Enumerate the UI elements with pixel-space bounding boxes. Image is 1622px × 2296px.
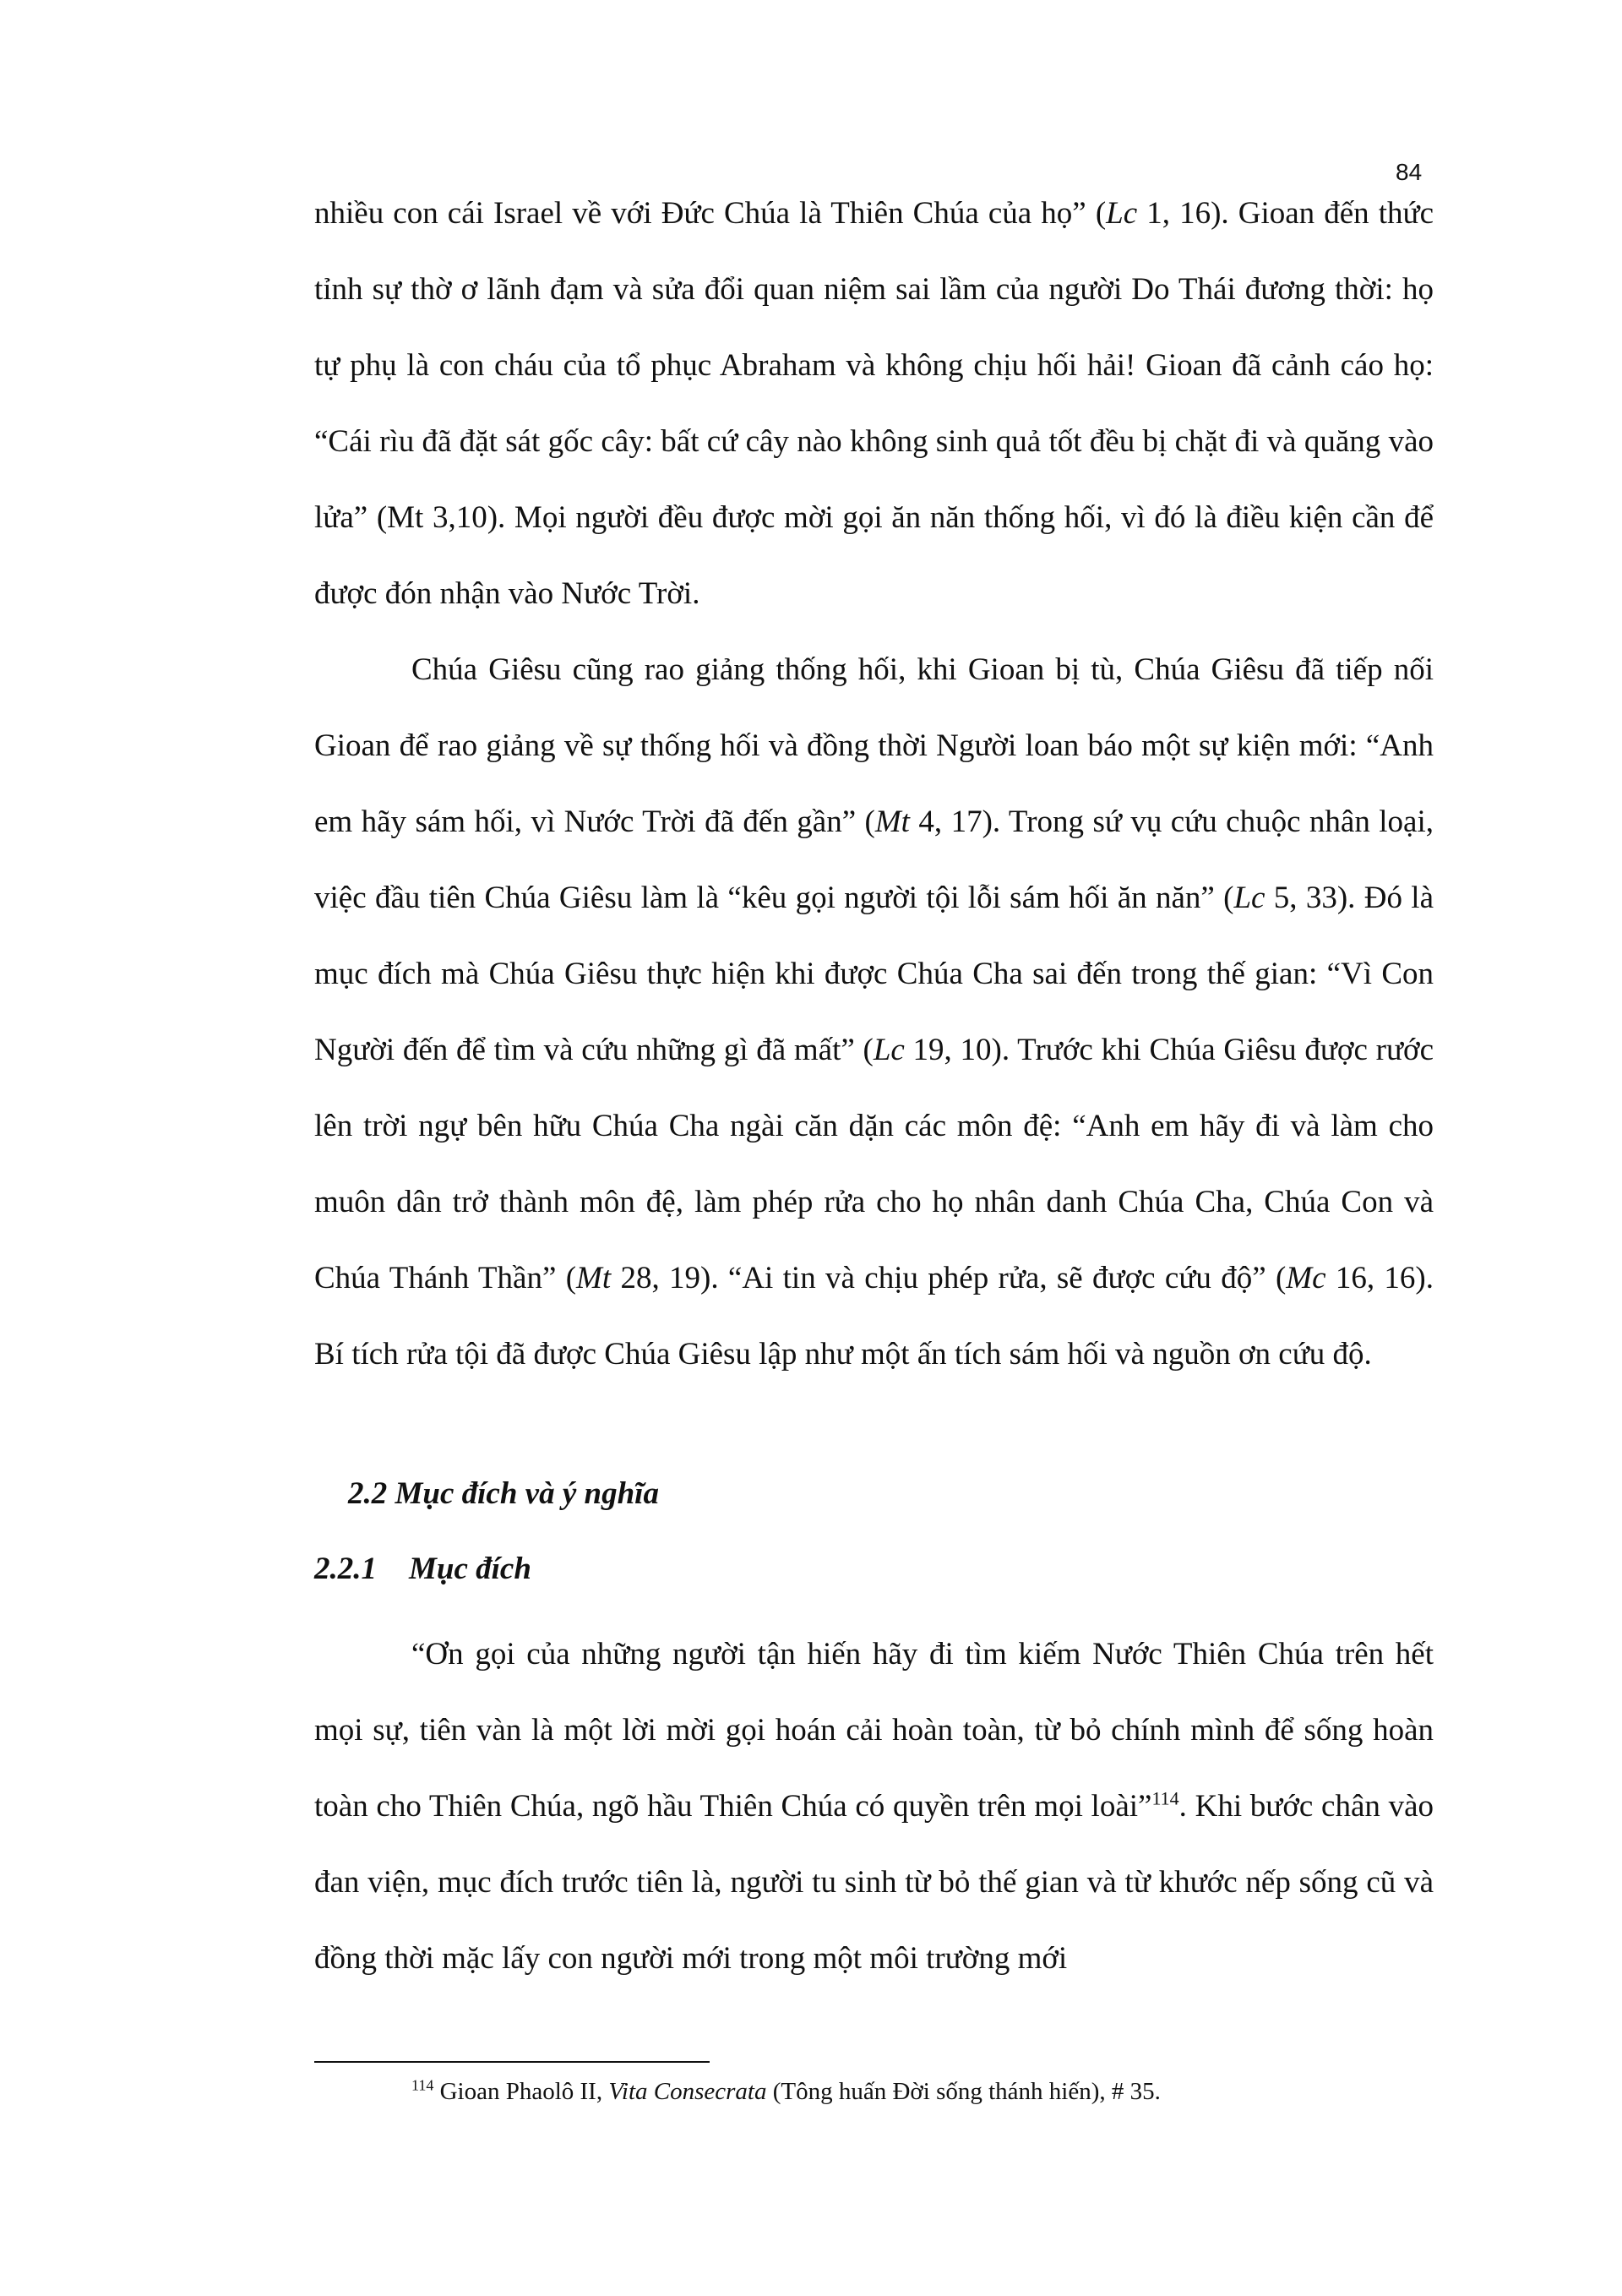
footnote-text-a: Gioan Phaolô II, [433,2078,609,2105]
citation-mt: Mt [576,1261,612,1295]
subsection-heading [314,1548,531,1590]
paragraph-3-text-b: . Khi bước chân vào đan viện, mục đích trước tiên là, người tu sinh từ bỏ thế gian và từ khước nếp sống cũ và đồng thời mặc lấy con người mới trong một môi trường mới [314,1789,1434,1976]
paragraph-1 [314,176,1434,632]
footnote-text-b: (Tông huấn Đời sống thánh hiến), # 35. [766,2078,1161,2105]
paragraph-1-text-b: 1, 16). Gioan đến thức tỉnh sự thờ ơ lãnh đạm và sửa đổi quan niệm sai lầm của người Do Thái đương thời: họ tự phụ là con cháu của tổ phục Abraham và không chịu hối hải! Gioan đã cảnh cáo họ: “Cái rìu đã đặt sát gốc cây: bất cứ cây nào không sinh quả tốt đều bị chặt đi và quăng vào lửa” (Mt 3,10). Mọi người đều được mời gọi ăn năn thống hối, vì đó là điều kiện cần để được đón nhận vào Nước Trời. [314,196,1434,611]
footnote [411,2075,1161,2108]
subsection-title: Mục đích [409,1552,531,1586]
paragraph-1-text-a: nhiều con cái Israel về với Đức Chúa là Thiên Chúa của họ” ( [314,196,1107,231]
footnote-reference[interactable]: 114 [1151,1787,1179,1809]
page-number: 84 [1396,159,1423,185]
subsection-number: 2.2.1 [314,1552,377,1586]
footnote-separator [314,2061,710,2063]
paragraph-2 [314,632,1434,1393]
paragraph-2-text-e: 28, 19). “Ai tin và chịu phép rửa, sẽ được cứu độ” ( [611,1261,1287,1295]
citation-mt: Mt [874,804,910,839]
citation-lc: Lc [1233,881,1265,915]
paragraph-2-text-f: 16, 16). Bí tích rửa tội đã được Chúa Giêsu lập như một ấn tích sám hối và nguồn ơn cứu độ. [314,1261,1434,1372]
citation-mc: Mc [1286,1261,1326,1295]
citation-lc: Lc [1106,196,1138,231]
paragraph-2-text-c: 5, 33). Đó là mục đích mà Chúa Giêsu thực hiện khi được Chúa Cha sai đến trong thế gian: “Vì Con Người đến để tìm và cứu những gì đã mất” ( [314,881,1434,1067]
section-heading: 2.2 Mục đích và ý nghĩa [348,1476,659,1511]
paragraph-2-text-b: 4, 17). Trong sứ vụ cứu chuộc nhân loại, việc đầu tiên Chúa Giêsu làm là “kêu gọi người tội lỗi sám hối ăn năn” ( [314,804,1434,915]
footnote-title: Vita Consecrata [608,2078,767,2105]
citation-lc: Lc [873,1033,905,1067]
paragraph-2-text-d: 19, 10). Trước khi Chúa Giêsu được rước lên trời ngự bên hữu Chúa Cha ngài căn dặn các môn đệ: “Anh em hãy đi và làm cho muôn dân trở thành môn đệ, làm phép rửa cho họ nhân danh Chúa Cha, Chúa Con và Chúa Thánh Thần” ( [314,1033,1434,1295]
paragraph-2-text-a: Chúa Giêsu cũng rao giảng thống hối, khi Gioan bị tù, Chúa Giêsu đã tiếp nối Gioan để rao giảng về sự thống hối và đồng thời Người loan báo một sự kiện mới: “Anh em hãy sám hối, vì Nước Trời đã đến gần” ( [314,652,1434,839]
paragraph-3-text-a: “Ơn gọi của những người tận hiến hãy đi tìm kiếm Nước Thiên Chúa trên hết mọi sự, tiên vàn là một lời mời gọi hoán cải hoàn toàn, từ bỏ chính mình để sống hoàn toàn cho Thiên Chúa, ngõ hầu Thiên Chúa có quyền trên mọi loài” [314,1637,1434,1824]
paragraph-3 [314,1617,1434,1997]
footnote-number: 114 [411,2076,434,2094]
